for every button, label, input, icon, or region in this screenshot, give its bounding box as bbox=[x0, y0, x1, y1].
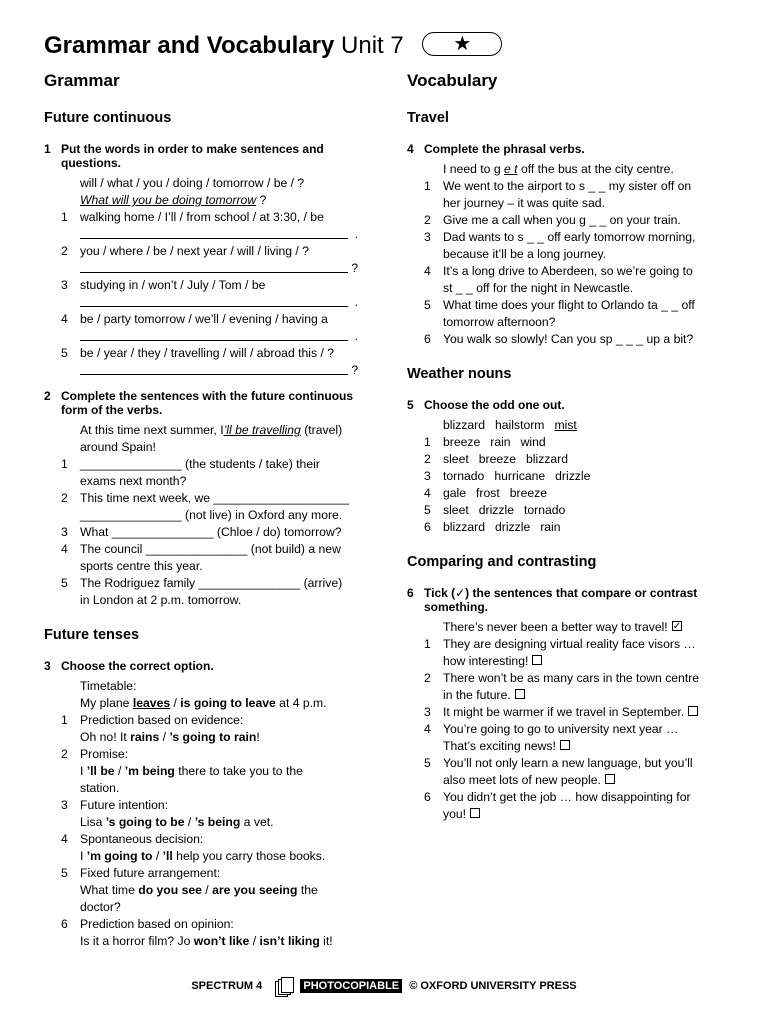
exercise-1-instructions: 1 Put the words in order to make sentences and questions. bbox=[44, 142, 324, 170]
item-line2 bbox=[407, 653, 727, 670]
item-line2-text: also meet lots of new people. bbox=[443, 773, 601, 787]
option-2[interactable]: are you seeing bbox=[212, 883, 298, 897]
word-option[interactable]: breeze bbox=[443, 435, 481, 449]
weather-nouns-heading: Weather nouns bbox=[407, 366, 512, 382]
item-type: Fixed future arrangement: bbox=[80, 866, 221, 880]
item-line1: We went to the airport to s _ _ my sister off on bbox=[443, 179, 692, 193]
answer-line-row bbox=[44, 294, 364, 307]
item-line1: They are designing virtual reality face visors … bbox=[443, 637, 696, 651]
ex3-item bbox=[44, 746, 364, 763]
example-sentence: At this time next summer, I’ll be travelling (travel) bbox=[80, 423, 343, 437]
item-number: 1 bbox=[61, 457, 68, 471]
ex2-item bbox=[44, 575, 364, 592]
answer-line[interactable] bbox=[80, 328, 358, 343]
item-number: 2 bbox=[424, 671, 431, 685]
item-line1: You’ll not only learn a new language, but you’ll bbox=[443, 756, 693, 770]
ex5-item bbox=[407, 451, 727, 468]
item-cont: doctor? bbox=[80, 900, 121, 914]
checkbox[interactable] bbox=[688, 706, 698, 716]
title-unit: Unit 7 bbox=[341, 32, 404, 59]
word-option[interactable]: breeze bbox=[509, 486, 548, 500]
word-option[interactable]: rain bbox=[540, 520, 561, 534]
exercise-1 bbox=[44, 142, 364, 375]
item-line2-text: how interesting! bbox=[443, 654, 529, 668]
item-words: you / where / be / next year / will / living / ? bbox=[80, 244, 309, 258]
item-words: be / party tomorrow / we’ll / evening / having a bbox=[80, 312, 328, 326]
option-post: there to take you to the bbox=[174, 764, 303, 778]
item-options bbox=[44, 814, 364, 831]
answer-line[interactable] bbox=[80, 260, 358, 275]
option-pre: Lisa bbox=[80, 815, 106, 829]
item-line1: _______________ (the students / take) their bbox=[80, 457, 320, 471]
item-number: 4 bbox=[424, 486, 431, 500]
item-number: 4 bbox=[424, 722, 431, 736]
item-number: 6 bbox=[424, 520, 431, 534]
item-line2: _______________ (not live) in Oxford any more. bbox=[80, 508, 343, 522]
item-line1: There won’t be as many cars in the town centre bbox=[443, 671, 700, 685]
ex4-item bbox=[407, 229, 727, 246]
word-option[interactable]: blizzard bbox=[526, 452, 569, 466]
item-number: 2 bbox=[61, 491, 68, 505]
item-number: 4 bbox=[61, 542, 68, 556]
answer-end-punct: . bbox=[354, 295, 358, 309]
item-number: 3 bbox=[61, 278, 68, 292]
item-options bbox=[44, 933, 364, 950]
item-line2: because it’ll be a long journey. bbox=[443, 247, 607, 261]
ex1-item bbox=[44, 345, 364, 362]
answer-end-punct: ? bbox=[351, 261, 358, 275]
word-option[interactable]: drizzle bbox=[555, 469, 591, 483]
ex5-item bbox=[407, 519, 727, 536]
item-type: Promise: bbox=[80, 747, 129, 761]
option-sep: / bbox=[114, 764, 125, 778]
option-pre: Oh no! It bbox=[80, 730, 131, 744]
item-number: 3 bbox=[61, 798, 68, 812]
item-number: 4 bbox=[61, 832, 68, 846]
item-number: 2 bbox=[424, 213, 431, 227]
ex1-item bbox=[44, 277, 364, 294]
item-line1: The Rodriguez family _______________ (arrive) bbox=[80, 576, 343, 590]
option-pre: Is it a horror film? Jo bbox=[80, 934, 194, 948]
item-number: 6 bbox=[424, 332, 431, 346]
item-line2-text: in the future. bbox=[443, 688, 511, 702]
checkbox[interactable] bbox=[560, 740, 570, 750]
item-line2 bbox=[407, 806, 727, 823]
ex3-item bbox=[44, 712, 364, 729]
item-line1: It’s a long drive to Aberdeen, so we’re going to bbox=[443, 264, 693, 278]
option-1[interactable]: won’t like bbox=[193, 934, 250, 948]
option-2[interactable]: ’ll bbox=[162, 849, 173, 863]
ex6-item bbox=[407, 755, 727, 772]
item-line1: It might be warmer if we travel in September. bbox=[443, 705, 685, 719]
ex5-item bbox=[407, 485, 727, 502]
item-number: 3 bbox=[424, 705, 431, 719]
exercise-2-instructions: 2 Complete the sentences with the future continuous form of the verbs. bbox=[44, 389, 354, 417]
word-option[interactable]: wind bbox=[520, 435, 546, 449]
item-words: studying in / won’t / July / Tom / be bbox=[80, 278, 266, 292]
option-1[interactable]: ’s going to be bbox=[105, 815, 185, 829]
example-sentence: There’s never been a better way to travel!✓ bbox=[407, 619, 727, 636]
word-option[interactable]: frost bbox=[476, 486, 500, 500]
item-number: 6 bbox=[424, 790, 431, 804]
grammar-heading: Grammar bbox=[44, 71, 120, 90]
item-number: 1 bbox=[61, 713, 68, 727]
item-options bbox=[44, 763, 364, 780]
option-sep: / bbox=[249, 934, 260, 948]
item-line2-text: you! bbox=[443, 807, 467, 821]
footer-photocopiable: PHOTOCOPIABLE bbox=[300, 979, 402, 993]
item-number: 5 bbox=[61, 346, 68, 360]
item-line2: tomorrow afternoon? bbox=[443, 315, 556, 329]
exercise-4 bbox=[407, 142, 727, 348]
ex6-item bbox=[407, 721, 727, 738]
item-number: 6 bbox=[61, 917, 68, 931]
ex4-item bbox=[407, 331, 727, 348]
item-number: 2 bbox=[424, 452, 431, 466]
word-option[interactable]: drizzle bbox=[478, 503, 514, 517]
item-line1: Dad wants to s _ _ off early tomorrow morning, bbox=[443, 230, 696, 244]
item-number: 1 bbox=[424, 637, 431, 651]
exercise-3 bbox=[44, 659, 364, 950]
item-line1: You’re going to go to university next year … bbox=[443, 722, 679, 736]
exercise-5-instructions: 5 Choose the odd one out. bbox=[407, 398, 565, 412]
ex3-item bbox=[44, 916, 364, 933]
item-number: 5 bbox=[61, 866, 68, 880]
item-line1: You walk so slowly! Can you sp _ _ _ up a bit? bbox=[443, 332, 694, 346]
option-1[interactable]: ’ll be bbox=[86, 764, 115, 778]
item-line2 bbox=[407, 738, 727, 755]
word-option[interactable]: rain bbox=[490, 435, 511, 449]
checkbox[interactable] bbox=[515, 689, 525, 699]
item-line1: This time next week, we ____________________ bbox=[80, 491, 349, 505]
ex1-item bbox=[44, 311, 364, 328]
item-number: 5 bbox=[424, 503, 431, 517]
page-title bbox=[44, 31, 502, 61]
item-options bbox=[44, 848, 364, 865]
item-number: 1 bbox=[424, 179, 431, 193]
answer-line[interactable] bbox=[80, 226, 358, 241]
word-option[interactable]: tornado bbox=[523, 503, 566, 517]
ex3-item bbox=[44, 831, 364, 848]
item-line2: exams next month? bbox=[80, 474, 187, 488]
answer-end-punct: ? bbox=[351, 363, 358, 377]
item-number: 2 bbox=[61, 747, 68, 761]
option-post: it! bbox=[319, 934, 333, 948]
option-1[interactable]: ’m going to bbox=[86, 849, 153, 863]
item-cont: station. bbox=[80, 781, 120, 795]
item-options bbox=[44, 882, 364, 899]
option-1[interactable]: do you see bbox=[138, 883, 202, 897]
future-continuous-heading: Future continuous bbox=[44, 110, 172, 126]
ex3-item bbox=[44, 865, 364, 882]
ex6-item bbox=[407, 789, 727, 806]
item-number: 5 bbox=[424, 756, 431, 770]
option-1[interactable]: rains bbox=[130, 730, 160, 744]
ex2-item bbox=[44, 524, 364, 541]
ex5-item bbox=[407, 502, 727, 519]
option-post: help you carry those books. bbox=[172, 849, 326, 863]
option-2[interactable]: isn’t liking bbox=[259, 934, 320, 948]
checkbox-checked[interactable] bbox=[672, 621, 682, 631]
answer-line-row bbox=[44, 260, 364, 273]
option-2[interactable]: ’m being bbox=[124, 764, 175, 778]
item-number: 4 bbox=[424, 264, 431, 278]
option-sep: / bbox=[159, 730, 170, 744]
item-line2 bbox=[407, 772, 727, 789]
ex6-item bbox=[407, 704, 727, 721]
item-line1: What time does your flight to Orlando ta _ _ off bbox=[443, 298, 695, 312]
item-line1: The council _______________ (not build) a new bbox=[80, 542, 341, 556]
item-line2-text: That’s exciting news! bbox=[443, 739, 556, 753]
ex2-item bbox=[44, 541, 364, 558]
example-sentence-cont: around Spain! bbox=[80, 440, 156, 454]
checkbox[interactable] bbox=[470, 808, 480, 818]
word-option[interactable]: tornado bbox=[443, 469, 485, 483]
item-number: 4 bbox=[61, 312, 68, 326]
word-option[interactable]: breeze bbox=[478, 452, 517, 466]
star-icon: ★ bbox=[422, 32, 502, 56]
example-question: will / what / you / doing / tomorrow / be / ? bbox=[80, 176, 305, 190]
word-option[interactable]: gale bbox=[443, 486, 467, 500]
item-line2: st _ _ off for the night in Newcastle. bbox=[443, 281, 634, 295]
answer-end-punct: . bbox=[354, 227, 358, 241]
option-sep: / bbox=[152, 849, 163, 863]
ex5-item bbox=[407, 434, 727, 451]
answer-line-row bbox=[44, 362, 364, 375]
ex4-item bbox=[407, 297, 727, 314]
exercise-3-instructions: 3 Choose the correct option. bbox=[44, 659, 214, 673]
item-words: walking home / I’ll / from school / at 3:30, / be bbox=[80, 210, 324, 224]
vocabulary-column bbox=[407, 70, 727, 837]
item-line2 bbox=[407, 687, 727, 704]
ex5-item bbox=[407, 468, 727, 485]
option-pre: I bbox=[80, 764, 87, 778]
word-option[interactable]: sleet bbox=[443, 452, 469, 466]
item-line2: her journey – it was quite sad. bbox=[443, 196, 605, 210]
ex6-item bbox=[407, 670, 727, 687]
footer-book: SPECTRUM 4 bbox=[191, 980, 263, 992]
item-words: be / year / they / travelling / will / abroad this / ? bbox=[80, 346, 335, 360]
word-option[interactable]: blizzard bbox=[443, 520, 485, 534]
exercise-2 bbox=[44, 389, 364, 609]
checkbox[interactable] bbox=[532, 655, 542, 665]
ex6-item bbox=[407, 636, 727, 653]
checkbox[interactable] bbox=[605, 774, 615, 784]
item-type: Spontaneous decision: bbox=[80, 832, 204, 846]
item-number: 3 bbox=[61, 525, 68, 539]
item-number: 1 bbox=[424, 435, 431, 449]
option-2[interactable]: ’s being bbox=[194, 815, 241, 829]
photocopy-icon bbox=[275, 977, 291, 995]
item-line1: What _______________ (Chloe / do) tomorrow? bbox=[80, 525, 342, 539]
item-number: 5 bbox=[61, 576, 68, 590]
example-type: Timetable: bbox=[80, 679, 137, 693]
travel-heading: Travel bbox=[407, 110, 449, 126]
word-option[interactable]: hurricane bbox=[494, 469, 546, 483]
item-number: 5 bbox=[424, 298, 431, 312]
footer-press: © OXFORD UNIVERSITY PRESS bbox=[409, 980, 577, 992]
comparing-heading: Comparing and contrasting bbox=[407, 554, 597, 570]
option-pre: I bbox=[80, 849, 87, 863]
footer bbox=[0, 976, 768, 996]
item-type: Prediction based on opinion: bbox=[80, 917, 234, 931]
option-pre: What time bbox=[80, 883, 139, 897]
grammar-column bbox=[44, 70, 364, 964]
ex1-item bbox=[44, 209, 364, 226]
item-number: 3 bbox=[424, 469, 431, 483]
item-type: Prediction based on evidence: bbox=[80, 713, 244, 727]
option-post: ! bbox=[256, 730, 260, 744]
item-type: Future intention: bbox=[80, 798, 169, 812]
item-line1: Give me a call when you g _ _ on your train. bbox=[443, 213, 681, 227]
vocabulary-heading: Vocabulary bbox=[407, 71, 498, 90]
option-sep: / bbox=[184, 815, 195, 829]
exercise-6 bbox=[407, 586, 727, 823]
item-options bbox=[44, 729, 364, 746]
ex4-item bbox=[407, 178, 727, 195]
ex2-item bbox=[44, 490, 364, 507]
option-2[interactable]: ’s going to rain bbox=[169, 730, 257, 744]
item-line2: in London at 2 p.m. tomorrow. bbox=[80, 593, 242, 607]
exercise-4-instructions: 4 Complete the phrasal verbs. bbox=[407, 142, 585, 156]
option-post: a vet. bbox=[240, 815, 274, 829]
item-line1: You didn’t get the job … how disappointing for bbox=[443, 790, 691, 804]
word-option[interactable]: sleet bbox=[443, 503, 469, 517]
answer-line[interactable] bbox=[80, 294, 358, 309]
item-number: 1 bbox=[61, 210, 68, 224]
ex2-item bbox=[44, 456, 364, 473]
answer-line-row bbox=[44, 226, 364, 239]
exercise-5 bbox=[407, 398, 727, 536]
exercise-6-instructions: 6 Tick (✓) the sentences that compare or contrast something. bbox=[407, 586, 698, 614]
answer-end-punct: . bbox=[354, 329, 358, 343]
answer-line[interactable] bbox=[80, 362, 358, 377]
option-sep: / bbox=[201, 883, 213, 897]
item-number: 2 bbox=[61, 244, 68, 258]
ex4-item bbox=[407, 263, 727, 280]
example-sentence: I need to g e t off the bus at the city centre. bbox=[443, 162, 674, 176]
example-options: My plane leaves / is going to leave at 4 p.m. bbox=[80, 696, 327, 710]
ex4-item bbox=[407, 212, 727, 229]
ex1-item bbox=[44, 243, 364, 260]
ex3-item bbox=[44, 797, 364, 814]
future-tenses-heading: Future tenses bbox=[44, 627, 140, 643]
title-main: Grammar and Vocabulary bbox=[44, 32, 335, 59]
item-line2: sports centre this year. bbox=[80, 559, 203, 573]
example-answer: What will you be doing tomorrow ? bbox=[80, 193, 267, 207]
item-number: 3 bbox=[424, 230, 431, 244]
example-words: blizzard hailstorm mist bbox=[443, 418, 577, 432]
option-post: the bbox=[297, 883, 318, 897]
answer-line-row bbox=[44, 328, 364, 341]
word-option[interactable]: drizzle bbox=[495, 520, 531, 534]
